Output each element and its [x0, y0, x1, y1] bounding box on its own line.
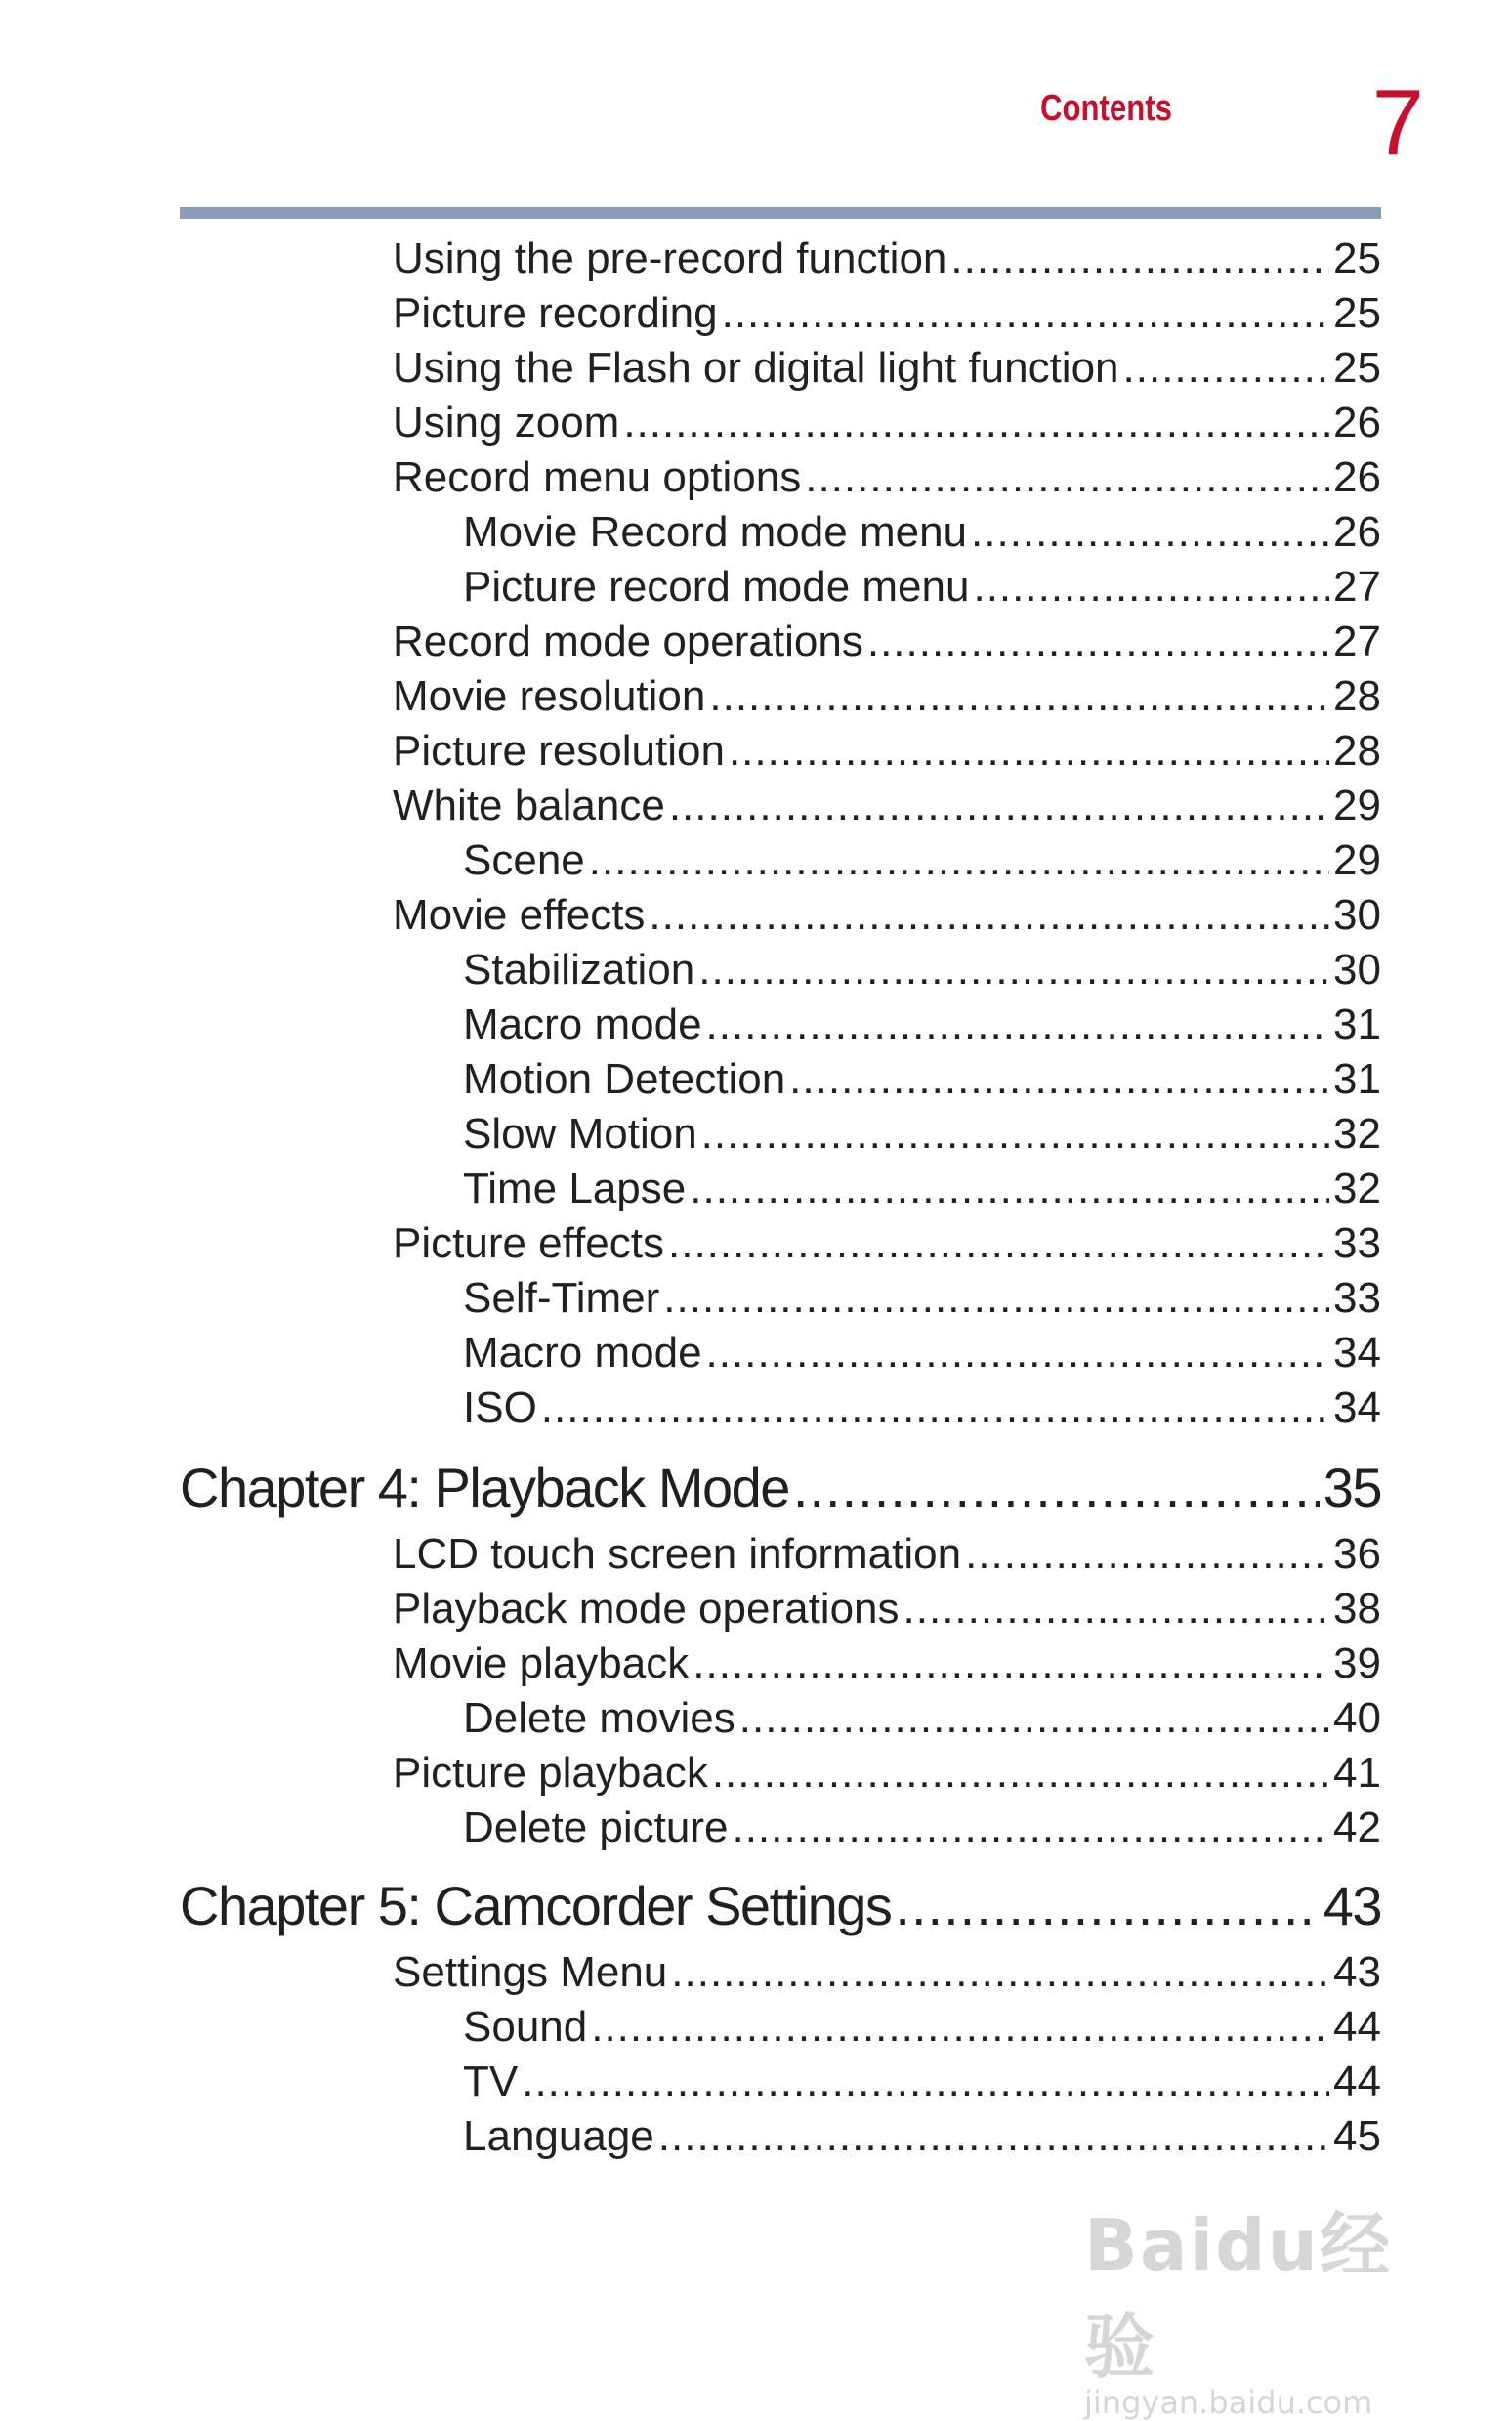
- toc-page-number: 31: [1333, 1055, 1381, 1103]
- toc-entry-title: Movie Record mode menu: [463, 508, 968, 556]
- toc-leader-dots: [732, 1804, 1329, 1852]
- toc-entry[interactable]: [463, 1110, 1381, 1165]
- watermark-url: jingyan.baidu.com: [1084, 2384, 1373, 2421]
- toc-leader-dots: [805, 453, 1329, 502]
- watermark-brand: Baidu经验: [1084, 2204, 1392, 2388]
- toc-page-number: 25: [1333, 289, 1381, 337]
- toc-entry[interactable]: [393, 617, 1381, 672]
- toc-entry-title: Macro mode: [463, 1329, 702, 1377]
- toc-entry[interactable]: [393, 727, 1381, 782]
- toc-entry-title: Movie resolution: [393, 672, 706, 720]
- toc-leader-dots: [971, 508, 1329, 557]
- toc-entry-title: Delete movies: [463, 1694, 735, 1742]
- toc-entry[interactable]: [463, 2003, 1381, 2058]
- toc-page-number: 38: [1333, 1585, 1381, 1633]
- toc-chapter-entry[interactable]: [180, 1456, 1381, 1524]
- toc-leader-dots: [789, 1055, 1329, 1104]
- toc-entry-title: Time Lapse: [463, 1165, 687, 1212]
- toc-entry-title: Picture recording: [393, 289, 718, 337]
- toc-entry-title: Movie playback: [393, 1639, 690, 1687]
- toc-page-number: 29: [1333, 782, 1381, 829]
- toc-entry[interactable]: [463, 563, 1381, 617]
- toc-page-number: 44: [1333, 2058, 1381, 2105]
- toc-entry[interactable]: [393, 891, 1381, 946]
- toc-entry-title: TV: [463, 2058, 519, 2105]
- toc-entry[interactable]: [393, 1639, 1381, 1694]
- toc-entry[interactable]: [463, 1165, 1381, 1219]
- toc-leader-dots: [973, 563, 1329, 612]
- toc-page-number: 29: [1333, 836, 1381, 884]
- toc-entry[interactable]: [463, 2058, 1381, 2112]
- toc-entry-title: Playback mode operations: [393, 1585, 900, 1633]
- toc-entry-title: Delete picture: [463, 1804, 729, 1851]
- toc-page-number: 41: [1333, 1749, 1381, 1797]
- toc-entry[interactable]: [393, 344, 1381, 399]
- toc-leader-dots: [541, 1383, 1329, 1432]
- toc-leader-dots: [663, 1274, 1329, 1323]
- toc-entry-title: Using the Flash or digital light function: [393, 344, 1119, 392]
- toc-page-number: 27: [1333, 617, 1381, 665]
- toc-leader-dots: [701, 1110, 1329, 1159]
- toc-entry-title: Scene: [463, 836, 585, 884]
- toc-entry[interactable]: [463, 946, 1381, 1000]
- toc-leader-dots: [722, 289, 1329, 338]
- toc-entry-title: Picture effects: [393, 1219, 664, 1267]
- toc-page-number: 35: [1323, 1457, 1381, 1518]
- toc-entry[interactable]: [393, 453, 1381, 508]
- toc-leader-dots: [668, 1219, 1329, 1268]
- page-number: 7: [1371, 70, 1424, 175]
- toc-entry[interactable]: [393, 1749, 1381, 1804]
- toc-leader-dots: [658, 2112, 1329, 2161]
- toc-entry[interactable]: [463, 836, 1381, 891]
- toc-entry-title: Settings Menu: [393, 1948, 668, 1996]
- toc-entry[interactable]: [463, 2112, 1381, 2167]
- toc-leader-dots: [706, 1329, 1330, 1378]
- toc-page-number: 28: [1333, 672, 1381, 720]
- toc-leader-dots: [690, 1165, 1329, 1213]
- toc-leader-dots: [706, 1000, 1330, 1049]
- toc-page-number: 27: [1333, 563, 1381, 611]
- toc-page-number: 26: [1333, 508, 1381, 556]
- toc-leader-dots: [965, 1530, 1329, 1579]
- toc-page-number: 44: [1333, 2003, 1381, 2051]
- toc-entry-title: Motion Detection: [463, 1055, 786, 1103]
- toc-entry[interactable]: [393, 399, 1381, 453]
- toc-leader-dots: [895, 1874, 1319, 1937]
- toc-leader-dots: [589, 836, 1329, 885]
- toc-entry-title: LCD touch screen information: [393, 1530, 962, 1578]
- toc-entry[interactable]: [393, 782, 1381, 836]
- toc-page-number: 34: [1333, 1329, 1381, 1377]
- toc-leader-dots: [591, 2003, 1329, 2052]
- toc-entry-title: Using the pre-record function: [393, 234, 947, 282]
- toc-page-number: 26: [1333, 399, 1381, 446]
- toc-entry[interactable]: [393, 1585, 1381, 1639]
- toc-entry[interactable]: [463, 1055, 1381, 1110]
- toc-page-number: 30: [1333, 891, 1381, 939]
- toc-entry[interactable]: [463, 508, 1381, 563]
- toc-page-number: 25: [1333, 234, 1381, 282]
- toc-entry-title: Chapter 5: Camcorder Settings: [180, 1875, 892, 1936]
- toc-leader-dots: [649, 891, 1329, 940]
- toc-page-number: 42: [1333, 1804, 1381, 1851]
- toc-entry-title: Language: [463, 2112, 654, 2160]
- toc-entry[interactable]: [393, 1948, 1381, 2003]
- toc-entry-title: ISO: [463, 1383, 537, 1431]
- toc-entry-title: Chapter 4: Playback Mode: [180, 1457, 789, 1518]
- toc-leader-dots: [903, 1585, 1330, 1634]
- toc-page-number: 26: [1333, 453, 1381, 501]
- toc-page-number: 33: [1333, 1274, 1381, 1322]
- toc-page-number: 43: [1323, 1875, 1381, 1936]
- toc-leader-dots: [793, 1456, 1320, 1519]
- toc-leader-dots: [867, 617, 1329, 666]
- toc-leader-dots: [522, 2058, 1329, 2106]
- toc-page-number: 32: [1333, 1110, 1381, 1158]
- toc-entry[interactable]: [463, 1000, 1381, 1055]
- toc-entry-title: Picture record mode menu: [463, 563, 970, 611]
- toc-entry-title: Self-Timer: [463, 1274, 660, 1322]
- toc-entry-title: Picture resolution: [393, 727, 725, 775]
- toc-entry[interactable]: [463, 1694, 1381, 1749]
- toc-leader-dots: [729, 727, 1329, 776]
- toc-page-number: 31: [1333, 1000, 1381, 1048]
- toc-page-number: 25: [1333, 344, 1381, 392]
- toc-leader-dots: [739, 1694, 1329, 1743]
- toc-page-number: 33: [1333, 1219, 1381, 1267]
- toc-entry[interactable]: [393, 672, 1381, 727]
- toc-entry-title: White balance: [393, 782, 665, 829]
- toc-entry-title: Macro mode: [463, 1000, 702, 1048]
- toc-entry[interactable]: [393, 234, 1381, 289]
- watermark: [1084, 2188, 1436, 2421]
- toc-leader-dots: [623, 399, 1329, 447]
- toc-entry-title: Stabilization: [463, 946, 695, 994]
- toc-entry[interactable]: [393, 289, 1381, 344]
- toc-page-number: 45: [1333, 2112, 1381, 2160]
- toc-page-number: 28: [1333, 727, 1381, 775]
- toc-page-number: 43: [1333, 1948, 1381, 1996]
- toc-leader-dots: [698, 946, 1329, 995]
- toc-page-number: 39: [1333, 1639, 1381, 1687]
- toc-entry[interactable]: [463, 1804, 1381, 1858]
- toc-entry-title: Picture playback: [393, 1749, 708, 1797]
- toc-leader-dots: [671, 1948, 1329, 1997]
- toc-entry-title: Sound: [463, 2003, 588, 2051]
- toc-leader-dots: [669, 782, 1329, 830]
- toc-entry[interactable]: [463, 1274, 1381, 1329]
- toc-entry-title: Using zoom: [393, 399, 620, 446]
- toc-entry-title: Record mode operations: [393, 617, 863, 665]
- toc-page-number: 40: [1333, 1694, 1381, 1742]
- toc-page-number: 30: [1333, 946, 1381, 994]
- toc-leader-dots: [712, 1749, 1329, 1798]
- toc-leader-dots: [709, 672, 1329, 721]
- toc-entry[interactable]: [463, 1329, 1381, 1383]
- toc-chapter-entry[interactable]: [180, 1874, 1381, 1942]
- toc-entry[interactable]: [463, 1383, 1381, 1438]
- running-header-title: Contents: [1039, 88, 1172, 129]
- toc-page-number: 36: [1333, 1530, 1381, 1578]
- toc-leader-dots: [950, 234, 1329, 283]
- toc-page-number: 34: [1333, 1383, 1381, 1431]
- toc-leader-dots: [1123, 344, 1330, 393]
- toc-entry-title: Movie effects: [393, 891, 646, 939]
- toc-entry-title: Record menu options: [393, 453, 802, 501]
- toc-entry[interactable]: [393, 1530, 1381, 1585]
- toc-entry-title: Slow Motion: [463, 1110, 697, 1158]
- toc-leader-dots: [693, 1639, 1329, 1688]
- header-rule: [180, 207, 1381, 219]
- toc-page-number: 32: [1333, 1165, 1381, 1212]
- toc-entry[interactable]: [393, 1219, 1381, 1274]
